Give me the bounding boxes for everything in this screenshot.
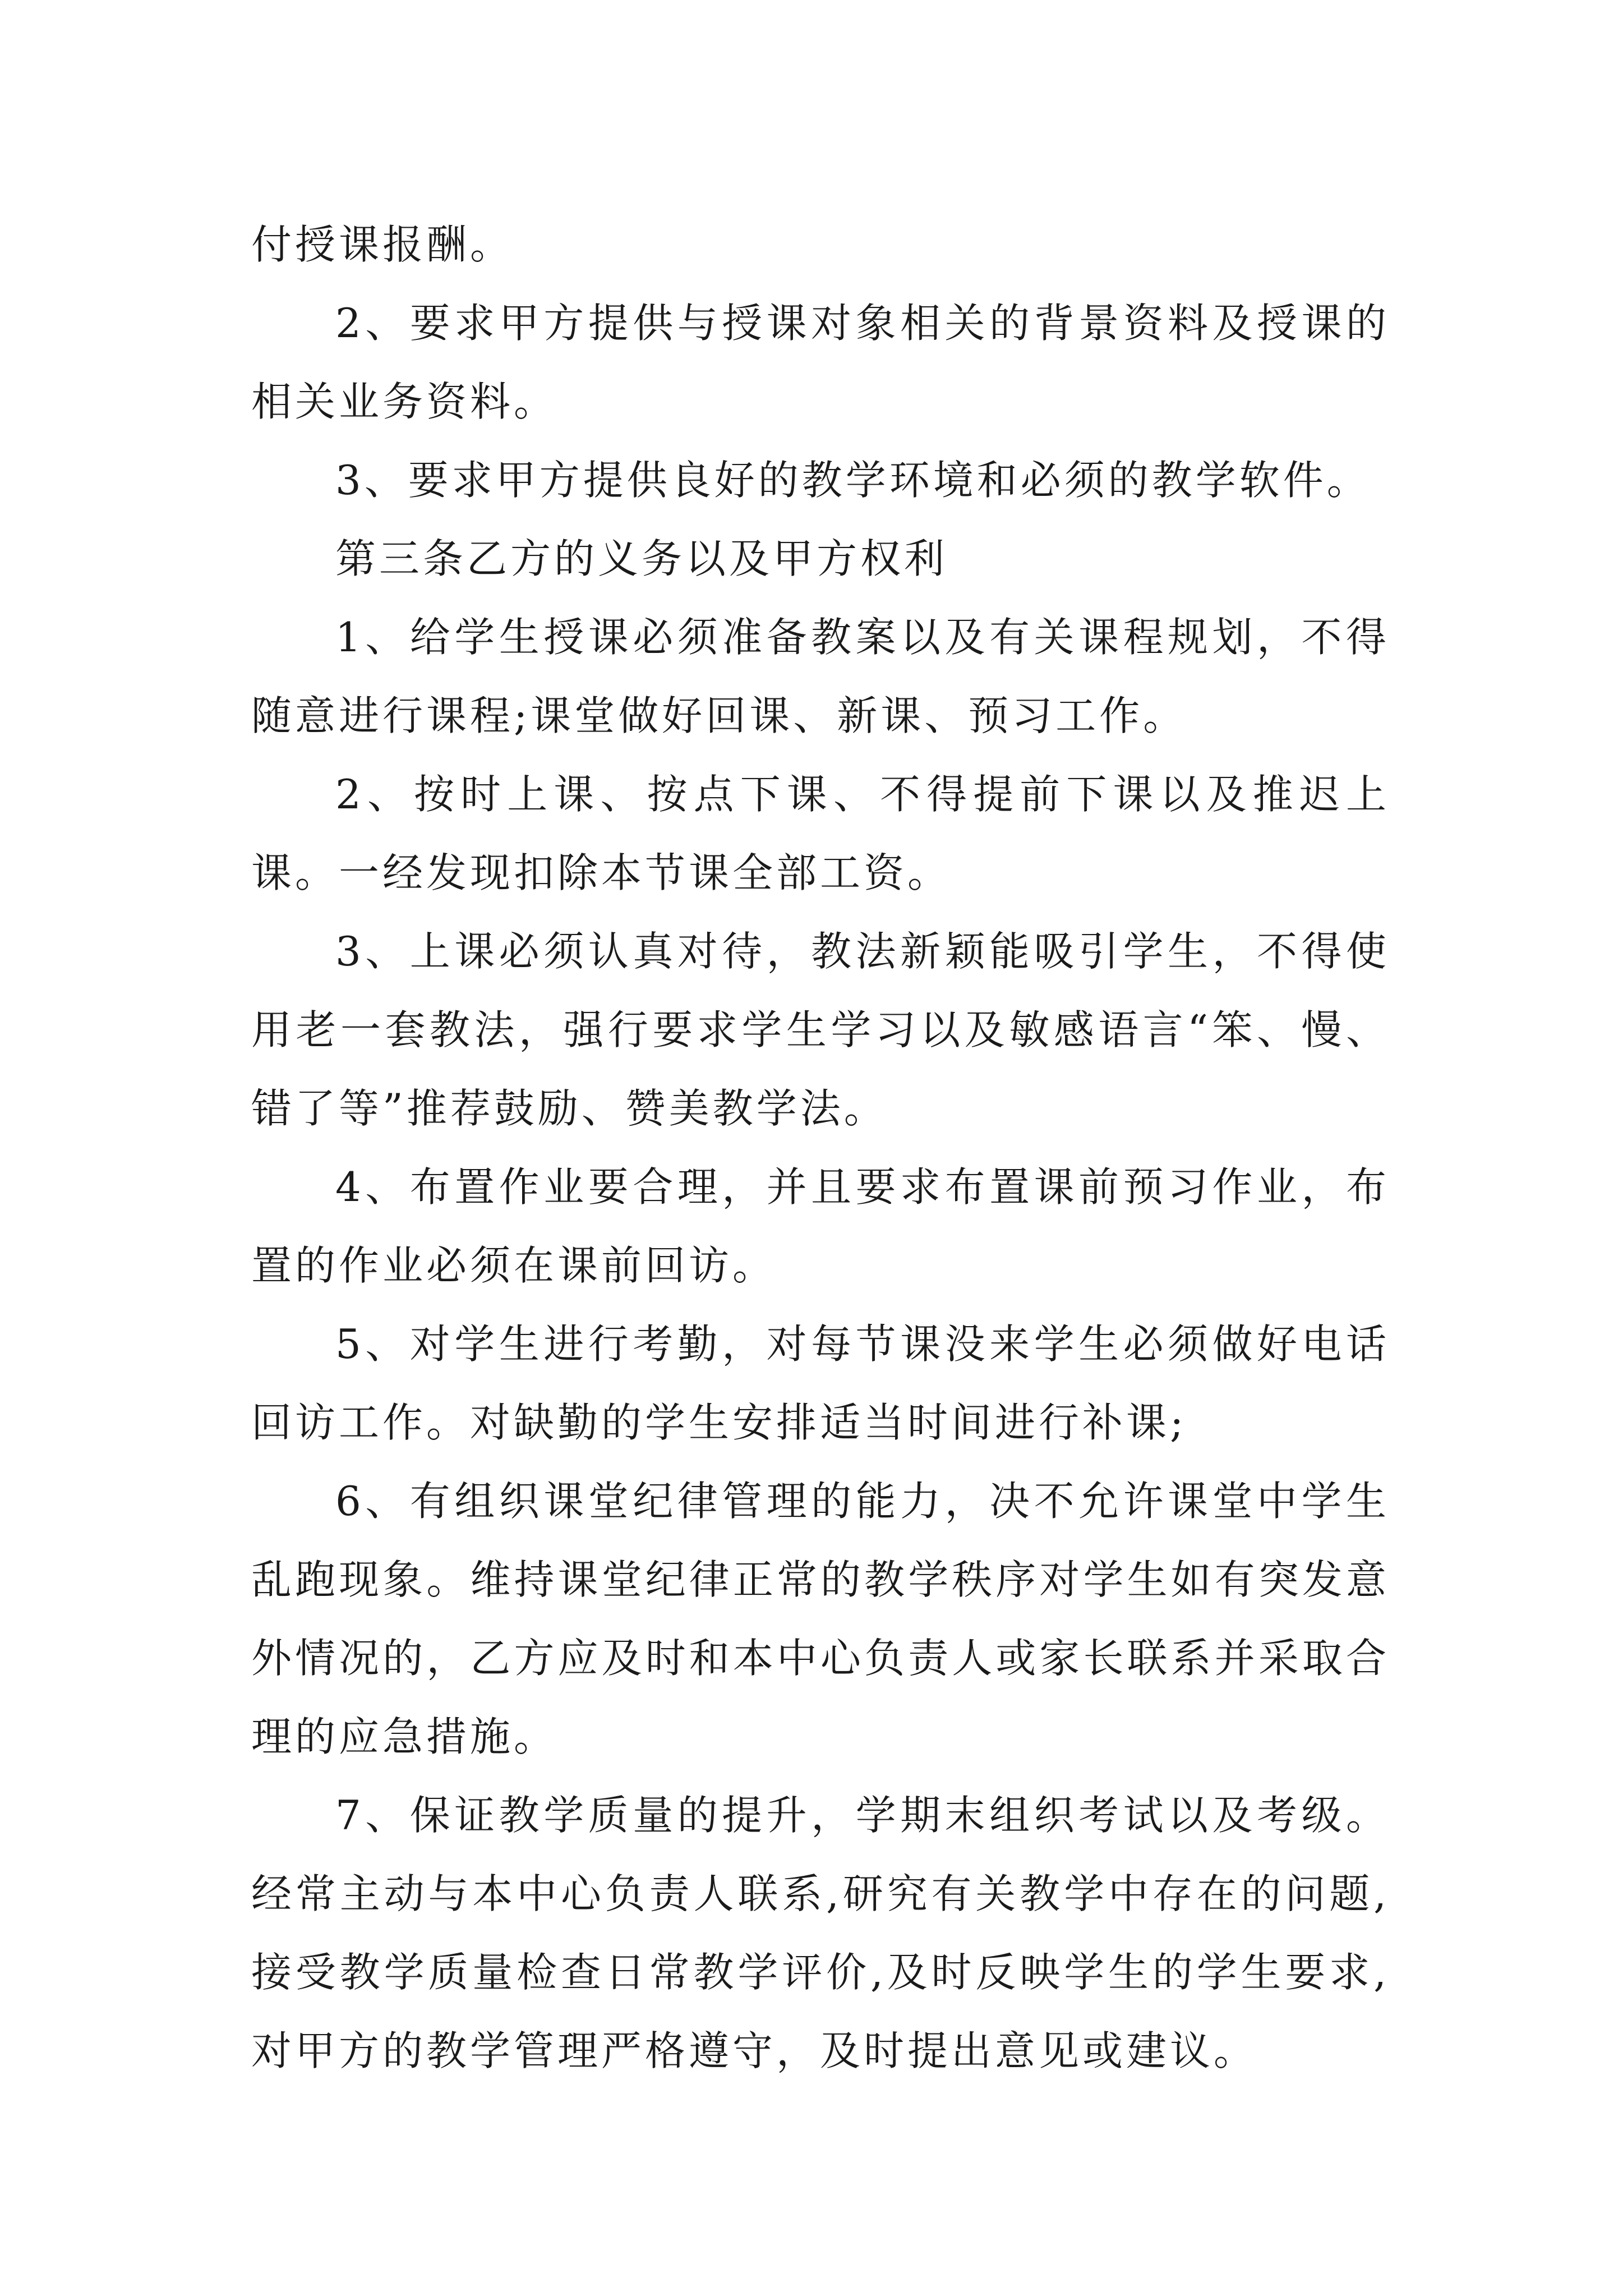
document-body (251, 205, 1390, 2090)
paragraph-duty-7-teaching-quality: 7、保证教学质量的提升，学期末组织考试以及考级。经常主动与本中心负责人联系,研究有关教学中存在的问题,接受教学质量检查日常教学评价,及时反映学生的学生要求,对甲方的教学管理严格遵守，及时提出意见或建议。 (251, 1792, 1390, 2074)
paragraph-duty-3-teaching-methods: 3、上课必须认真对待，教法新颖能吸引学生，不得使用老一套教法，强行要求学生学习以及敏感语言“笨、慢、错了等”推荐鼓励、赞美教学法。 (251, 928, 1390, 1132)
paragraph-duty-1-lesson-plans: 1、给学生授课必须准备教案以及有关课程规划，不得随意进行课程;课堂做好回课、新课、预习工作。 (251, 614, 1390, 739)
paragraph-duty-5-attendance: 5、对学生进行考勤，对每节课没来学生必须做好电话回访工作。对缺勤的学生安排适当时间进行补课; (251, 1320, 1390, 1446)
paragraph-duty-6-classroom-discipline: 6、有组织课堂纪律管理的能力，决不允许课堂中学生乱跑现象。维持课堂纪律正常的教学秩序对学生如有突发意外情况的，乙方应及时和本中心负责人或家长联系并采取合理的应急措施。 (251, 1478, 1390, 1760)
section-heading-article-three: 第三条乙方的义务以及甲方权利 (335, 535, 948, 582)
paragraph-duty-4-homework: 4、布置作业要合理，并且要求布置课前预习作业，布置的作业必须在课前回访。 (251, 1163, 1390, 1289)
paragraph-item-2-background-materials: 2、要求甲方提供与授课对象相关的背景资料及授课的相关业务资料。 (251, 300, 1390, 425)
paragraph-continuation: 付授课报酬。 (251, 221, 514, 268)
paragraph-item-3-teaching-environment: 3、要求甲方提供良好的教学环境和必须的教学软件。 (335, 457, 1371, 504)
paragraph-duty-2-punctuality: 2、按时上课、按点下课、不得提前下课以及推迟上课。一经发现扣除本节课全部工资。 (251, 771, 1390, 896)
